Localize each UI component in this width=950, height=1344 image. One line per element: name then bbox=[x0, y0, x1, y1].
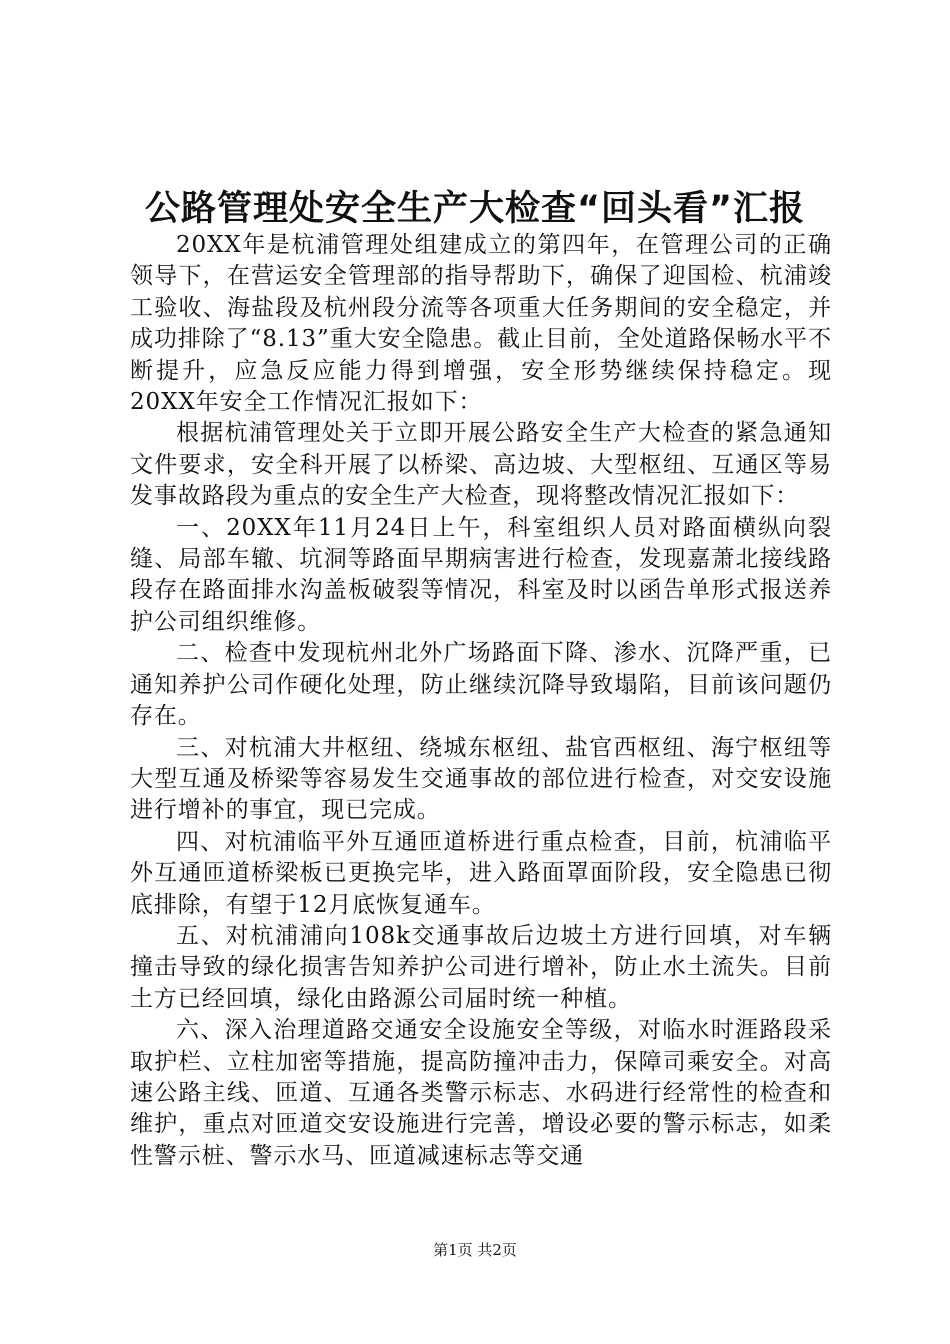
paragraph-intro: 20XX年是杭浦管理处组建成立的第四年，在管理公司的正确领导下，在营运安全管理部的指导帮助下，确保了迎国检、杭浦竣工验收、海盐段及杭州段分流等各项重大任务期间的安全稳定，并成功排除了“8.13”重大安全隐患。截止目前，全处道路保畅水平不断提升，应急反应能力得到增强，安全形势继续保持稳定。现20XX年安全工作情况汇报如下： bbox=[130, 232, 832, 416]
paragraph-item-6: 六、深入治理道路交通安全设施安全等级，对临水时涯路段采取护栏、立柱加密等措施，提高防撞冲击力，保障司乘安全。对高速公路主线、匝道、互通各类警示标志、水码进行经常性的检查和维护，重点对匝道交安设施进行完善，增设必要的警示标志，如柔性警示桩、警示水马、匝道减速标志等交通 bbox=[130, 1017, 832, 1169]
paragraph-notice: 根据杭浦管理处关于立即开展公路安全生产大检查的紧急通知文件要求，安全科开展了以桥梁、高边坡、大型枢纽、互通区等易发事故路段为重点的安全生产大检查，现将整改情况汇报如下： bbox=[130, 420, 832, 510]
document-title: 公路管理处安全生产大检查“回头看”汇报 bbox=[144, 189, 805, 229]
paragraph-item-2: 二、检查中发现杭州北外广场路面下降、渗水、沉降严重，已通知养护公司作硬化处理，防止继续沉降导致塌陷，目前该问题仍存在。 bbox=[130, 640, 832, 730]
page-number-footer: 第1页 共2页 bbox=[433, 1241, 517, 1259]
paragraph-item-1: 一、20XX年11月24日上午，科室组织人员对路面横纵向裂缝、局部车辙、坑洞等路面早期病害进行检查，发现嘉萧北接线路段存在路面排水沟盖板破裂等情况，科室及时以函告单形式报送养护公司组织维修。 bbox=[130, 514, 832, 635]
paragraph-item-3: 三、对杭浦大井枢纽、绕城东枢纽、盐官西枢纽、海宁枢纽等大型互通及桥梁等容易发生交通事故的部位进行检查，对交安设施进行增补的事宜，现已完成。 bbox=[130, 734, 832, 824]
document-body bbox=[130, 230, 832, 1172]
paragraph-item-4: 四、对杭浦临平外互通匝道桥进行重点检查，目前，杭浦临平外互通匝道桥梁板已更换完毕，进入路面罩面阶段，安全隐患已彻底排除，有望于12月底恢复通车。 bbox=[130, 828, 832, 918]
paragraph-item-5: 五、对杭浦浦向108k交通事故后边坡土方进行回填，对车辆撞击导致的绿化损害告知养护公司进行增补，防止水土流失。目前土方已经回填，绿化由路源公司届时统一种植。 bbox=[130, 922, 832, 1012]
